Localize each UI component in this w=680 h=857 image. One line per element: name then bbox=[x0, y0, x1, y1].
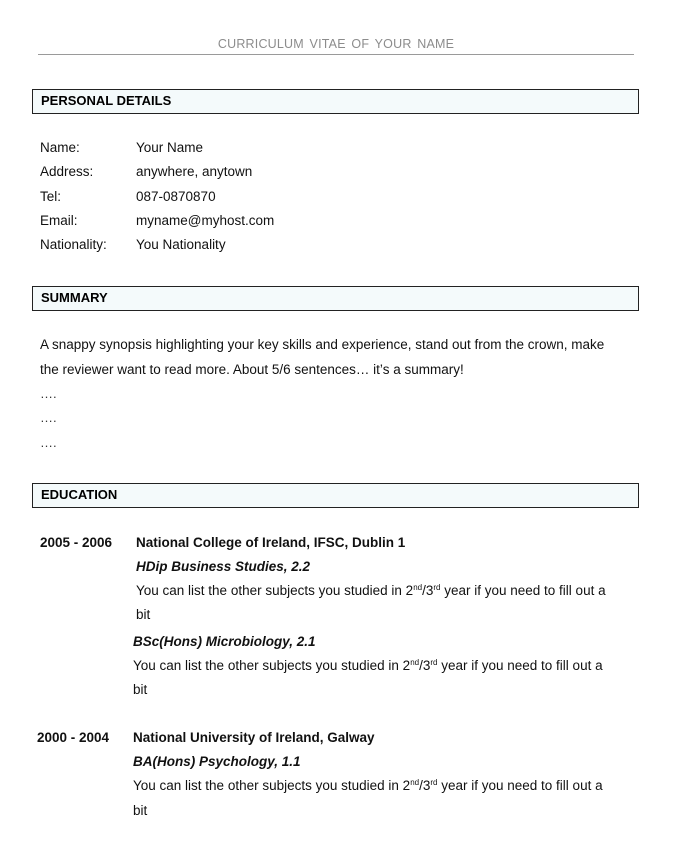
document-title: CURRICULUM VITAE OF YOUR NAME bbox=[38, 37, 634, 55]
detail-value: anywhere, anytown bbox=[136, 164, 253, 179]
detail-label: Name: bbox=[40, 140, 80, 155]
section-summary bbox=[32, 286, 639, 311]
education-institution: National College of Ireland, IFSC, Dublin 1 bbox=[136, 535, 406, 550]
education-degree: HDip Business Studies, 2.2 bbox=[136, 559, 311, 574]
summary-ellipsis: …. bbox=[40, 410, 57, 425]
section-heading: SUMMARY bbox=[41, 290, 108, 305]
section-heading: PERSONAL DETAILS bbox=[41, 93, 172, 108]
education-description: You can list the other subjects you studied in 2nd/3rd year if you need to fill out a bbox=[133, 778, 603, 793]
detail-value: myname@myhost.com bbox=[136, 213, 275, 228]
detail-label: Tel: bbox=[40, 189, 62, 204]
education-years: 2005 - 2006 bbox=[40, 535, 113, 550]
education-degree: BSc(Hons) Microbiology, 2.1 bbox=[133, 634, 316, 649]
detail-label: Address: bbox=[40, 164, 94, 179]
detail-value: You Nationality bbox=[136, 237, 226, 252]
detail-value: 087-0870870 bbox=[136, 189, 216, 204]
section-heading: EDUCATION bbox=[41, 487, 118, 502]
summary-ellipsis: …. bbox=[40, 435, 57, 450]
detail-value: Your Name bbox=[136, 140, 204, 155]
summary-ellipsis: …. bbox=[40, 386, 57, 401]
section-personal-details bbox=[32, 89, 639, 114]
education-description: You can list the other subjects you studied in 2nd/3rd year if you need to fill out a bbox=[136, 583, 606, 598]
education-description-cont: bit bbox=[133, 803, 148, 818]
summary-text-line: A snappy synopsis highlighting your key skills and experience, stand out from the crown, make bbox=[40, 337, 605, 352]
section-education bbox=[32, 483, 639, 508]
education-description: You can list the other subjects you studied in 2nd/3rd year if you need to fill out a bbox=[133, 658, 603, 673]
education-degree: BA(Hons) Psychology, 1.1 bbox=[133, 754, 301, 769]
detail-label: Nationality: bbox=[40, 237, 107, 252]
summary-text-line: the reviewer want to read more. About 5/6 sentences… it’s a summary! bbox=[40, 362, 464, 377]
education-years: 2000 - 2004 bbox=[37, 730, 110, 745]
education-description-cont: bit bbox=[136, 607, 151, 622]
education-description-cont: bit bbox=[133, 682, 148, 697]
detail-label: Email: bbox=[40, 213, 78, 228]
education-institution: National University of Ireland, Galway bbox=[133, 730, 375, 745]
